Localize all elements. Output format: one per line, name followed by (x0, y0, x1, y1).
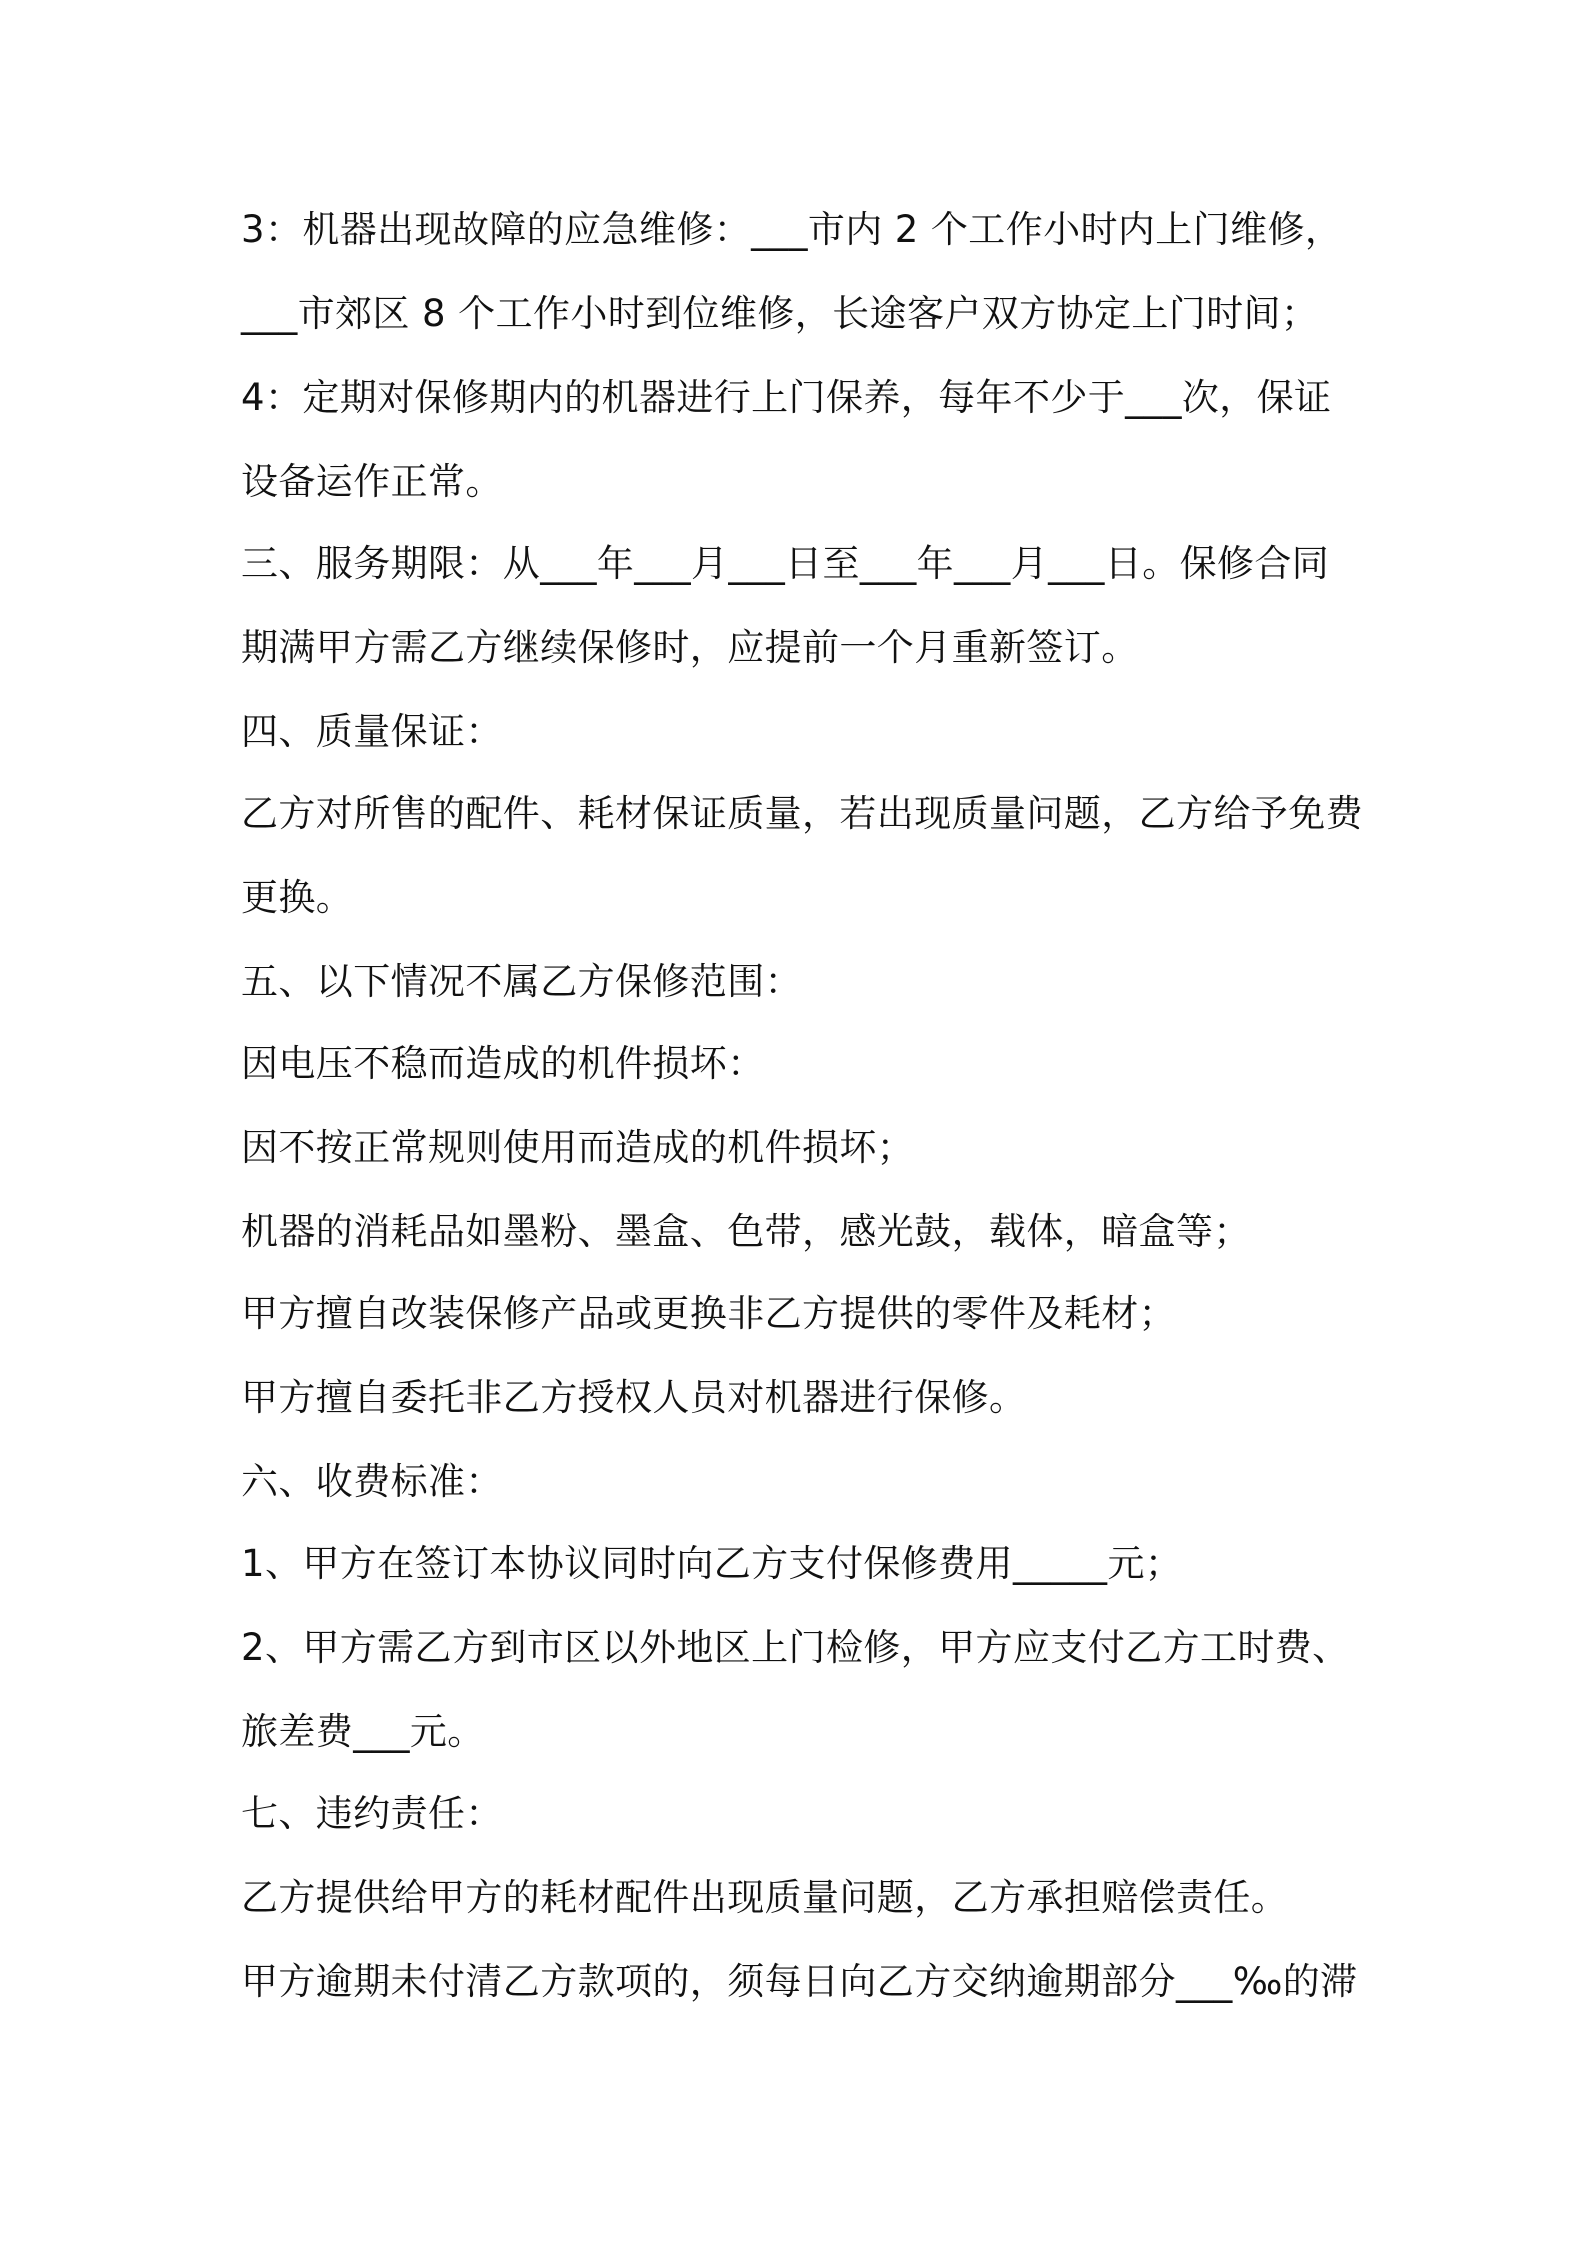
list-item: 因电压不稳而造成的机件损坏： (241, 1042, 765, 1085)
list-item: 甲方擅自改装保修产品或更换非乙方提供的零件及耗材； (241, 1292, 1176, 1335)
paragraph-line: 4：定期对保修期内的机器进行上门保养，每年不少于___次，保证 (241, 376, 1332, 419)
paragraph-line: 乙方提供给甲方的耗材配件出现质量问题，乙方承担赔偿责任。 (241, 1876, 1289, 1919)
paragraph-line: 三、服务期限：从___年___月___日至___年___月___日。保修合同 (241, 542, 1330, 585)
list-item: 2、甲方需乙方到市区以外地区上门检修，甲方应支付乙方工时费、 (241, 1626, 1350, 1669)
paragraph-line: 旅差费___元。 (241, 1710, 485, 1753)
paragraph-line: 甲方逾期未付清乙方款项的，须每日向乙方交纳逾期部分___‰的滞 (241, 1960, 1358, 2003)
section-heading: 五、以下情况不属乙方保修范围： (241, 960, 802, 1003)
list-item: 机器的消耗品如墨粉、墨盒、色带，感光鼓，载体，暗盒等； (241, 1210, 1251, 1253)
paragraph-line: 期满甲方需乙方继续保修时，应提前一个月重新签订。 (241, 626, 1139, 669)
list-item: 甲方擅自委托非乙方授权人员对机器进行保修。 (241, 1376, 1027, 1419)
section-heading: 七、违约责任： (241, 1792, 503, 1835)
section-heading: 四、质量保证： (241, 710, 503, 753)
paragraph-line: 3：机器出现故障的应急维修：___市内 2 个工作小时内上门维修， (241, 208, 1343, 251)
section-heading: 六、收费标准： (241, 1460, 503, 1503)
paragraph-line: 更换。 (241, 876, 354, 919)
list-item: 因不按正常规则使用而造成的机件损坏； (241, 1126, 915, 1169)
paragraph-line: 设备运作正常。 (241, 460, 503, 503)
paragraph-line: ___市郊区 8 个工作小时到位维修，长途客户双方协定上门时间； (241, 292, 1319, 335)
paragraph-line: 乙方对所售的配件、耗材保证质量，若出现质量问题，乙方给予免费 (241, 792, 1363, 835)
list-item: 1、甲方在签订本协议同时向乙方支付保修费用_____元； (241, 1542, 1183, 1585)
